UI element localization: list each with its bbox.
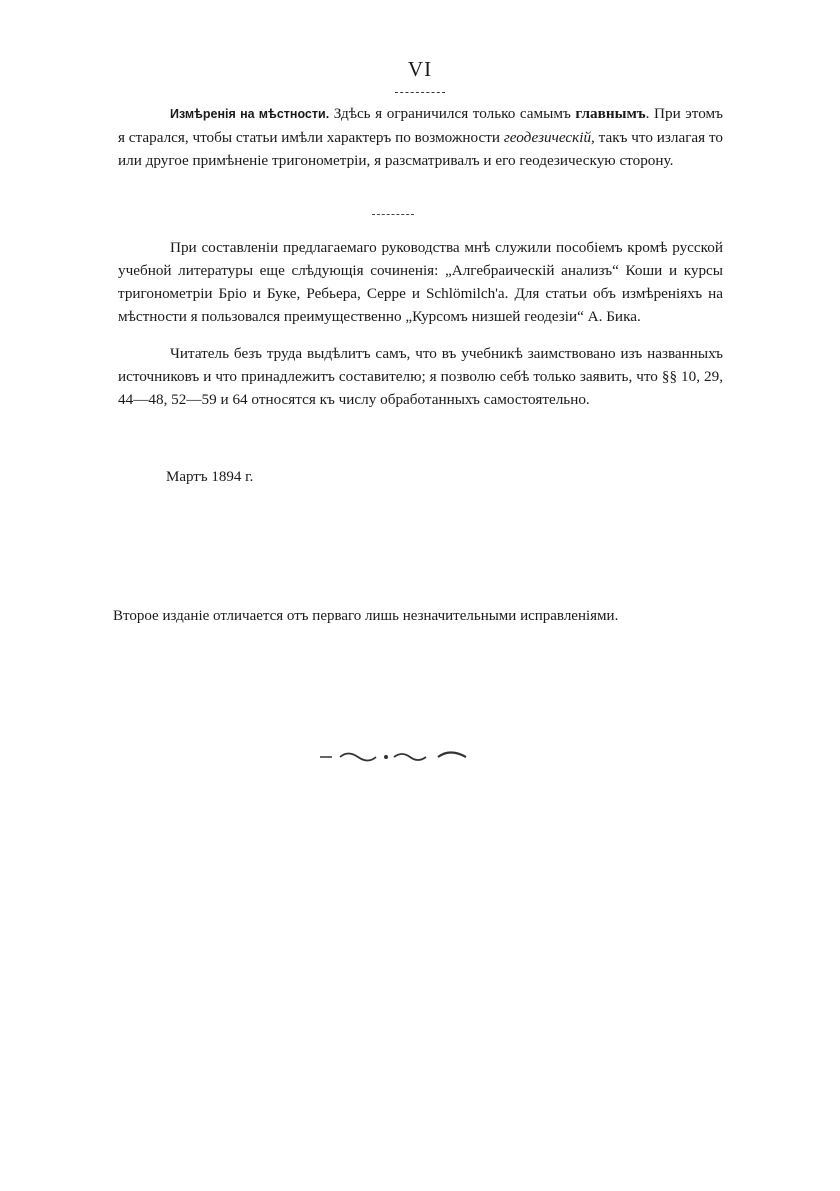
second-edition-note: Второе изданіе отличается отъ перваго лишь незначительными исправленіями. [113,608,619,624]
section-lead-title: Измѣренія на мѣстности. [170,107,330,121]
paragraph-sources: При составленіи предлагаемаго руководства мнѣ служили пособіемъ кромѣ русской учебной литературы еще слѣдующія сочиненія: „Алгебраическій анализъ“ Коши и курсы тригонометріи Бріо и Буке, Ребьера, Серре и Schlömilch'а. Для статьи объ измѣреніяхъ на мѣстности я пользовался преимущественно „Курсомъ низшей геодезіи“ А. Бика. [118,239,723,325]
italic-term: геодезическій [503,129,592,146]
section-divider [372,214,414,215]
paragraph-text: , такъ что излагая то или другое примѣненіе тригонометріи, я разсматривалъ и его геодезическую сторону. [118,129,723,169]
paragraph-text: Здѣсь я ограничился только самымъ [329,105,576,122]
date-line: Мартъ 1894 г. [166,469,254,485]
paragraph-original-work: Читатель безъ труда выдѣлитъ самъ, что въ учебникѣ заимствовано изъ названныхъ источниковъ и что принадлежитъ составителю; я позволю себѣ только заявить, что §§ 10, 29, 44—48, 52—59 и 64 относятся къ числу обработанныхъ самостоятельно. [118,345,723,408]
paragraph-field-measurements [118,102,723,172]
emphasized-word: главнымъ [575,105,646,122]
ornament-divider [318,748,470,766]
paragraph-text: . При этомъ я старался, чтобы статьи имѣли характеръ по возможности [118,105,724,146]
page-number: VI [407,57,433,81]
page-number-underline [395,92,445,93]
